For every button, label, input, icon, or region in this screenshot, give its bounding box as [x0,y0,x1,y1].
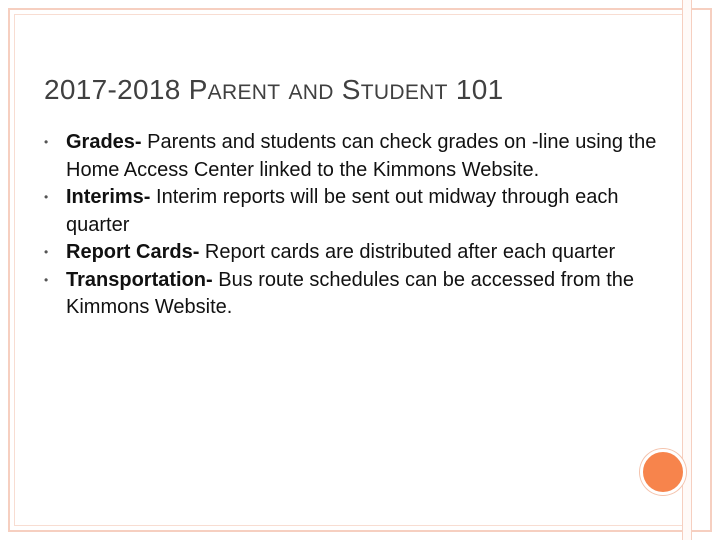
slide-title: 2017-2018 PARENT AND STUDENT 101 [44,74,504,105]
bullet-list [44,129,664,322]
list-item-report-cards [44,239,664,267]
list-item-transportation [44,267,664,322]
list-item-interims [44,184,664,239]
item-term: Interims- [66,186,151,208]
item-text: Parents and students can check grades on -line using the Home Access Center linked to the Kimmons Website. [66,131,657,181]
item-text: Report cards are distributed after each quarter [199,241,616,263]
decorative-side-bar [682,0,692,540]
bullet-icon: • [44,245,49,259]
item-term: Report Cards- [66,241,200,263]
bullet-icon: • [44,272,49,287]
bullet-icon: • [44,190,49,204]
item-text: Interim reports will be sent out midway through each quarter [66,186,619,236]
list-item-grades [44,129,664,184]
item-term: Grades- [66,131,142,153]
bullet-icon: • [44,135,49,149]
item-text: Bus route schedules can be accessed from the Kimmons Website. [66,268,635,318]
decorative-circle-icon [640,449,686,495]
item-term: Transportation- [66,268,213,291]
